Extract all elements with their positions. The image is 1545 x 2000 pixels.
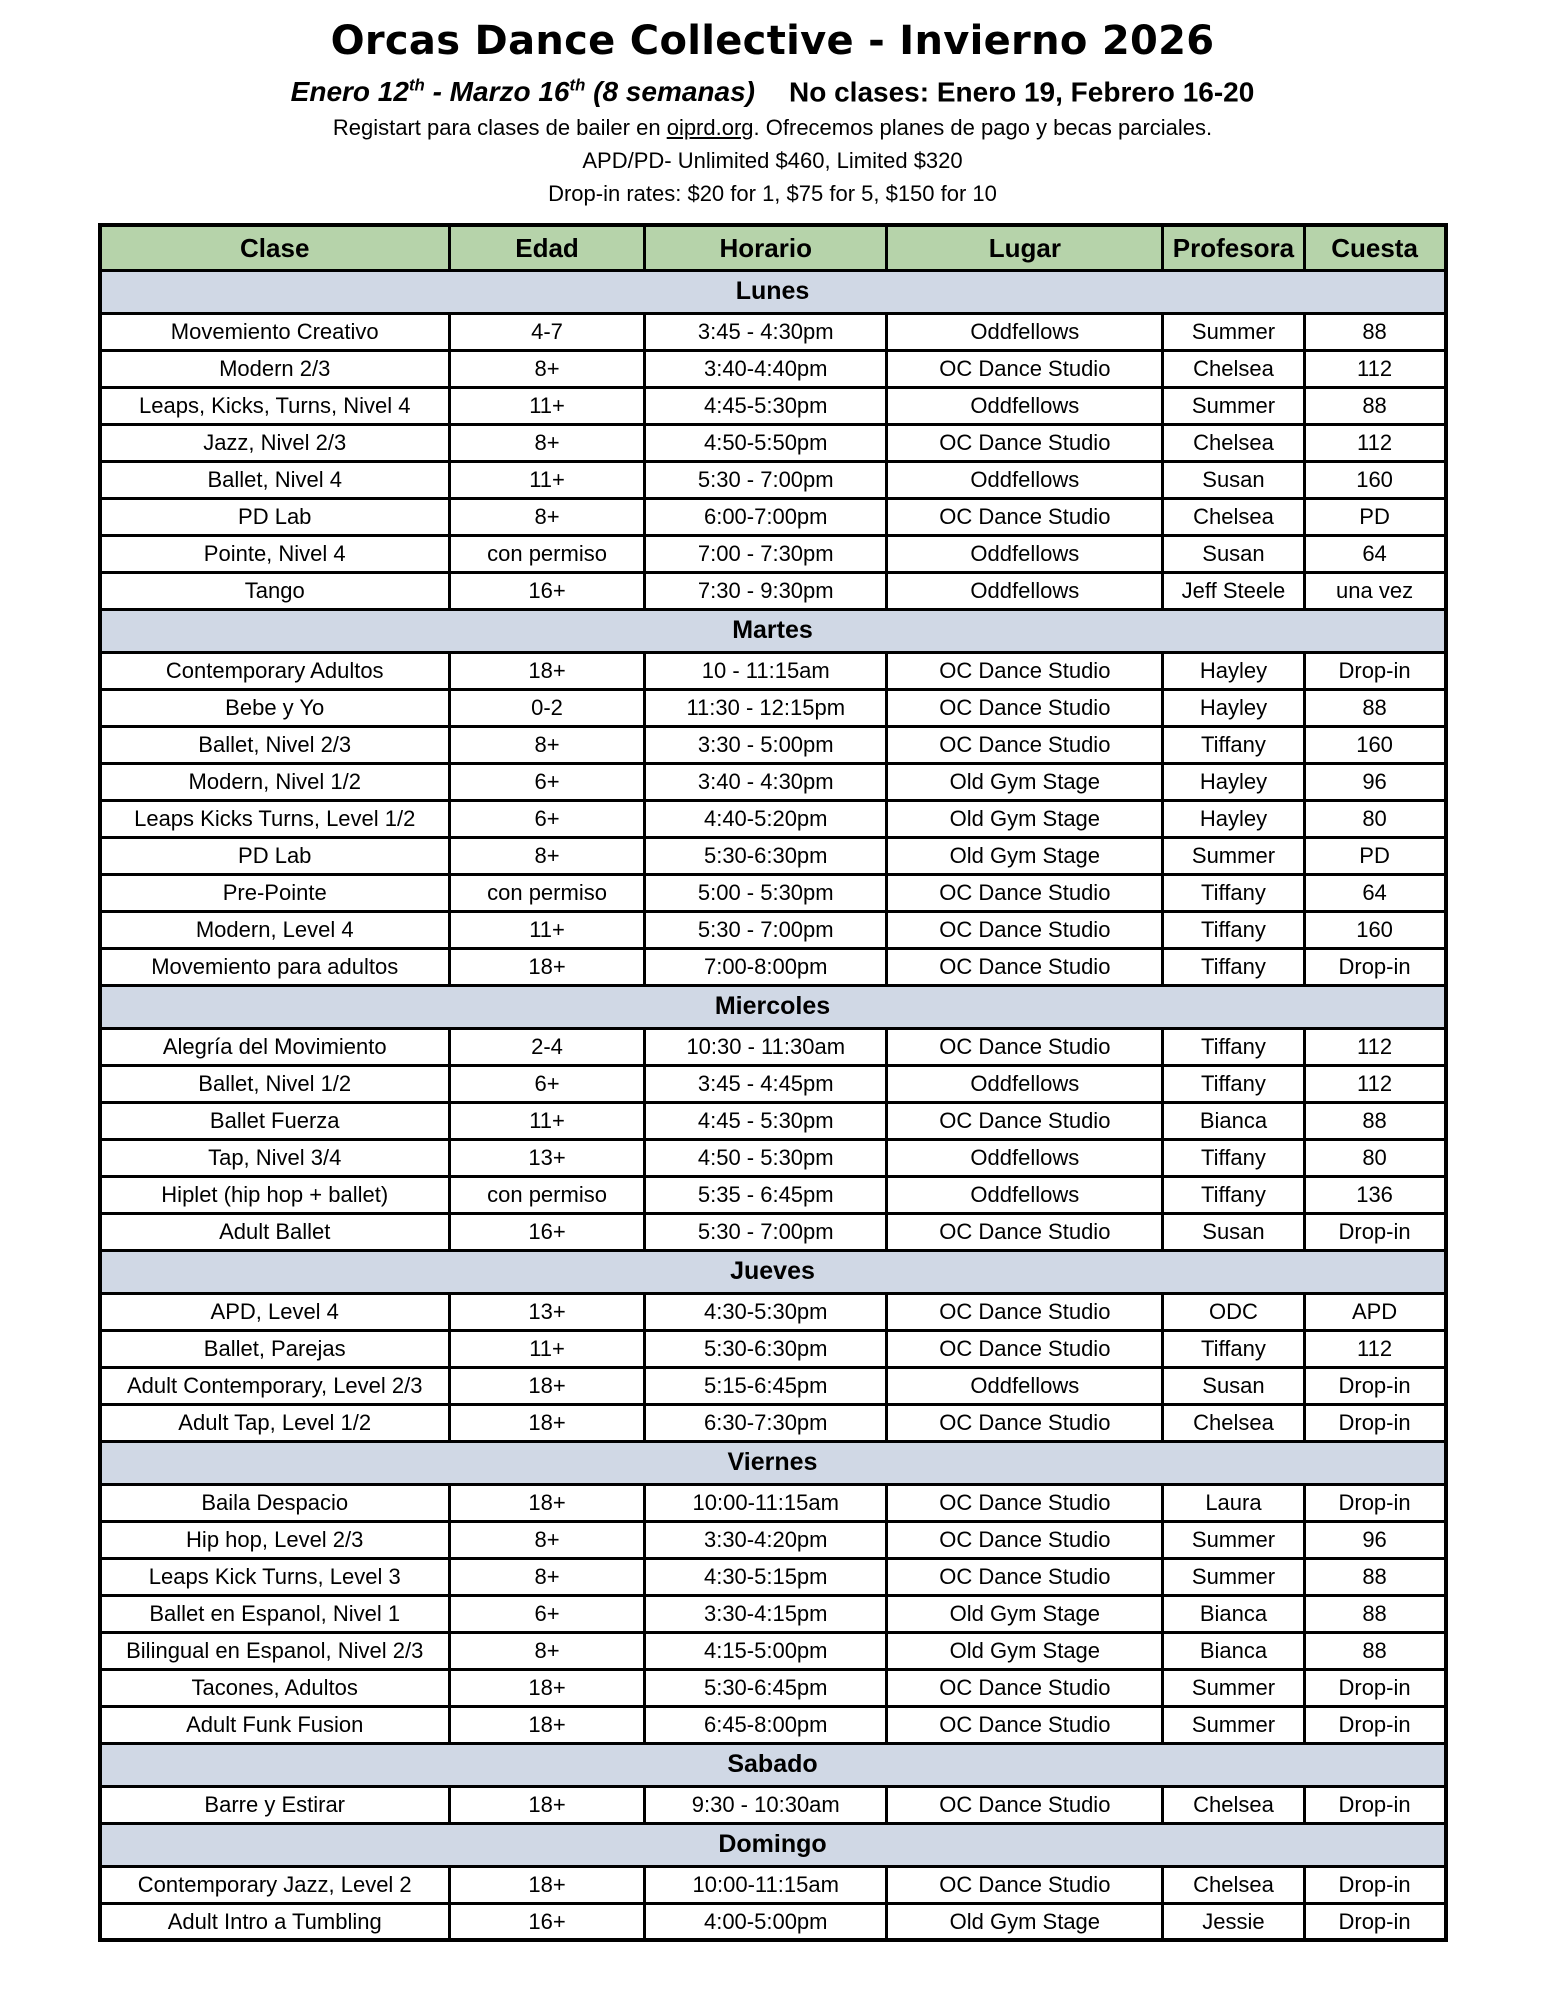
table-row bbox=[100, 1176, 1446, 1213]
day-header-martes: Martes bbox=[100, 609, 1446, 652]
cell-edad: 16+ bbox=[449, 1903, 644, 1940]
cell-profesora: Summer bbox=[1163, 837, 1304, 874]
registration-text-post: . Ofrecemos planes de pago y becas parciales. bbox=[753, 115, 1213, 141]
cell-clase: Tacones, Adultos bbox=[100, 1669, 450, 1706]
cell-horario: 4:30-5:15pm bbox=[645, 1558, 887, 1595]
column-header-horario: Horario bbox=[645, 225, 887, 270]
cell-horario: 4:50 - 5:30pm bbox=[645, 1139, 887, 1176]
cell-edad: 8+ bbox=[449, 498, 644, 535]
table-row bbox=[100, 572, 1446, 609]
cell-profesora: Tiffany bbox=[1163, 911, 1304, 948]
date-superscript-2: th bbox=[569, 76, 586, 95]
cell-cuesta: Drop-in bbox=[1304, 1484, 1445, 1521]
dropin-pricing-line: Drop-in rates: $20 for 1, $75 for 5, $150 for 10 bbox=[548, 181, 997, 207]
cell-horario: 5:30 - 7:00pm bbox=[645, 911, 887, 948]
cell-edad: 8+ bbox=[449, 726, 644, 763]
cell-edad: 16+ bbox=[449, 572, 644, 609]
cell-cuesta: 160 bbox=[1304, 726, 1445, 763]
cell-cuesta: 88 bbox=[1304, 387, 1445, 424]
registration-link[interactable]: oiprd.org bbox=[666, 115, 754, 141]
cell-clase: Tango bbox=[100, 572, 450, 609]
cell-clase: Ballet, Nivel 1/2 bbox=[100, 1065, 450, 1102]
day-header-lunes: Lunes bbox=[100, 270, 1446, 313]
table-row bbox=[100, 350, 1446, 387]
cell-lugar: OC Dance Studio bbox=[887, 1521, 1163, 1558]
cell-edad: 8+ bbox=[449, 424, 644, 461]
cell-horario: 3:40-4:40pm bbox=[645, 350, 887, 387]
cell-horario: 10:30 - 11:30am bbox=[645, 1028, 887, 1065]
cell-edad: 6+ bbox=[449, 1065, 644, 1102]
cell-profesora: Tiffany bbox=[1163, 1330, 1304, 1367]
cell-profesora: Chelsea bbox=[1163, 1866, 1304, 1903]
cell-edad: 18+ bbox=[449, 652, 644, 689]
cell-clase: Pointe, Nivel 4 bbox=[100, 535, 450, 572]
cell-lugar: Old Gym Stage bbox=[887, 1903, 1163, 1940]
cell-edad: 0-2 bbox=[449, 689, 644, 726]
column-header-lugar: Lugar bbox=[887, 225, 1163, 270]
cell-edad: 11+ bbox=[449, 461, 644, 498]
cell-horario: 3:45 - 4:30pm bbox=[645, 313, 887, 350]
registration-line bbox=[0, 115, 1545, 141]
cell-lugar: OC Dance Studio bbox=[887, 1558, 1163, 1595]
cell-cuesta: 96 bbox=[1304, 763, 1445, 800]
cell-horario: 6:45-8:00pm bbox=[645, 1706, 887, 1743]
cell-clase: Adult Ballet bbox=[100, 1213, 450, 1250]
cell-cuesta: Drop-in bbox=[1304, 1903, 1445, 1940]
cell-clase: Modern, Level 4 bbox=[100, 911, 450, 948]
cell-profesora: Laura bbox=[1163, 1484, 1304, 1521]
cell-cuesta: una vez bbox=[1304, 572, 1445, 609]
cell-clase: PD Lab bbox=[100, 837, 450, 874]
table-row bbox=[100, 1139, 1446, 1176]
cell-cuesta: Drop-in bbox=[1304, 1404, 1445, 1441]
cell-lugar: OC Dance Studio bbox=[887, 1213, 1163, 1250]
cell-profesora: Jessie bbox=[1163, 1903, 1304, 1940]
cell-cuesta: 88 bbox=[1304, 1595, 1445, 1632]
cell-lugar: OC Dance Studio bbox=[887, 726, 1163, 763]
cell-profesora: Summer bbox=[1163, 1706, 1304, 1743]
column-header-cuesta: Cuesta bbox=[1304, 225, 1445, 270]
day-row bbox=[100, 270, 1446, 313]
cell-cuesta: 88 bbox=[1304, 1632, 1445, 1669]
cell-clase: Adult Intro a Tumbling bbox=[100, 1903, 450, 1940]
cell-edad: 4-7 bbox=[449, 313, 644, 350]
cell-profesora: Bianca bbox=[1163, 1595, 1304, 1632]
cell-clase: Tap, Nivel 3/4 bbox=[100, 1139, 450, 1176]
cell-lugar: OC Dance Studio bbox=[887, 1028, 1163, 1065]
cell-clase: Ballet en Espanol, Nivel 1 bbox=[100, 1595, 450, 1632]
cell-horario: 4:00-5:00pm bbox=[645, 1903, 887, 1940]
cell-clase: Ballet, Nivel 4 bbox=[100, 461, 450, 498]
cell-cuesta: Drop-in bbox=[1304, 1669, 1445, 1706]
cell-horario: 6:30-7:30pm bbox=[645, 1404, 887, 1441]
cell-profesora: Chelsea bbox=[1163, 424, 1304, 461]
table-row bbox=[100, 800, 1446, 837]
cell-profesora: Summer bbox=[1163, 1521, 1304, 1558]
table-row bbox=[100, 1102, 1446, 1139]
cell-clase: Jazz, Nivel 2/3 bbox=[100, 424, 450, 461]
cell-lugar: OC Dance Studio bbox=[887, 948, 1163, 985]
cell-clase: Modern, Nivel 1/2 bbox=[100, 763, 450, 800]
cell-profesora: Tiffany bbox=[1163, 874, 1304, 911]
table-row bbox=[100, 652, 1446, 689]
cell-clase: Adult Funk Fusion bbox=[100, 1706, 450, 1743]
cell-profesora: Tiffany bbox=[1163, 948, 1304, 985]
cell-profesora: Summer bbox=[1163, 1558, 1304, 1595]
cell-edad: 6+ bbox=[449, 800, 644, 837]
cell-horario: 3:45 - 4:45pm bbox=[645, 1065, 887, 1102]
cell-clase: Adult Contemporary, Level 2/3 bbox=[100, 1367, 450, 1404]
date-range-part1: Enero 12 bbox=[290, 76, 409, 108]
cell-lugar: OC Dance Studio bbox=[887, 1484, 1163, 1521]
cell-lugar: Old Gym Stage bbox=[887, 763, 1163, 800]
cell-horario: 7:00 - 7:30pm bbox=[645, 535, 887, 572]
day-row bbox=[100, 985, 1446, 1028]
apd-pricing-line: APD/PD- Unlimited $460, Limited $320 bbox=[582, 148, 963, 174]
schedule-table bbox=[98, 223, 1448, 1942]
cell-edad: 8+ bbox=[449, 1521, 644, 1558]
cell-clase: Barre y Estirar bbox=[100, 1786, 450, 1823]
cell-profesora: Bianca bbox=[1163, 1102, 1304, 1139]
table-row bbox=[100, 837, 1446, 874]
table-row bbox=[100, 1706, 1446, 1743]
cell-edad: 11+ bbox=[449, 387, 644, 424]
cell-lugar: Old Gym Stage bbox=[887, 1595, 1163, 1632]
cell-lugar: OC Dance Studio bbox=[887, 1706, 1163, 1743]
cell-lugar: Oddfellows bbox=[887, 535, 1163, 572]
table-row bbox=[100, 1632, 1446, 1669]
cell-horario: 7:30 - 9:30pm bbox=[645, 572, 887, 609]
table-row bbox=[100, 689, 1446, 726]
table-row bbox=[100, 1866, 1446, 1903]
cell-clase: Movemiento Creativo bbox=[100, 313, 450, 350]
cell-edad: con permiso bbox=[449, 535, 644, 572]
cell-profesora: Tiffany bbox=[1163, 1176, 1304, 1213]
cell-lugar: Oddfellows bbox=[887, 313, 1163, 350]
cell-edad: 6+ bbox=[449, 1595, 644, 1632]
day-header-sabado: Sabado bbox=[100, 1743, 1446, 1786]
date-superscript-1: th bbox=[408, 76, 425, 95]
cell-lugar: OC Dance Studio bbox=[887, 1293, 1163, 1330]
column-header-edad: Edad bbox=[449, 225, 644, 270]
cell-lugar: Oddfellows bbox=[887, 1065, 1163, 1102]
cell-profesora: Susan bbox=[1163, 461, 1304, 498]
cell-horario: 4:40-5:20pm bbox=[645, 800, 887, 837]
cell-horario: 10 - 11:15am bbox=[645, 652, 887, 689]
day-row bbox=[100, 1823, 1446, 1866]
cell-horario: 5:30-6:45pm bbox=[645, 1669, 887, 1706]
table-row bbox=[100, 1595, 1446, 1632]
column-header-clase: Clase bbox=[100, 225, 450, 270]
cell-profesora: Hayley bbox=[1163, 652, 1304, 689]
cell-cuesta: 160 bbox=[1304, 911, 1445, 948]
cell-profesora: Hayley bbox=[1163, 763, 1304, 800]
cell-clase: Bilingual en Espanol, Nivel 2/3 bbox=[100, 1632, 450, 1669]
table-row bbox=[100, 1484, 1446, 1521]
cell-cuesta: 88 bbox=[1304, 689, 1445, 726]
day-row bbox=[100, 1441, 1446, 1484]
cell-horario: 5:30-6:30pm bbox=[645, 1330, 887, 1367]
cell-edad: 18+ bbox=[449, 1367, 644, 1404]
cell-horario: 5:30 - 7:00pm bbox=[645, 461, 887, 498]
cell-clase: Alegría del Movimiento bbox=[100, 1028, 450, 1065]
cell-lugar: Old Gym Stage bbox=[887, 837, 1163, 874]
cell-edad: 11+ bbox=[449, 1102, 644, 1139]
cell-cuesta: APD bbox=[1304, 1293, 1445, 1330]
cell-edad: 18+ bbox=[449, 1706, 644, 1743]
cell-edad: 13+ bbox=[449, 1293, 644, 1330]
cell-clase: Bebe y Yo bbox=[100, 689, 450, 726]
cell-clase: Contemporary Adultos bbox=[100, 652, 450, 689]
cell-profesora: Tiffany bbox=[1163, 1028, 1304, 1065]
cell-edad: 18+ bbox=[449, 948, 644, 985]
cell-horario: 10:00-11:15am bbox=[645, 1484, 887, 1521]
day-row bbox=[100, 609, 1446, 652]
cell-horario: 4:50-5:50pm bbox=[645, 424, 887, 461]
cell-profesora: Susan bbox=[1163, 535, 1304, 572]
cell-cuesta: Drop-in bbox=[1304, 1786, 1445, 1823]
cell-horario: 3:30-4:15pm bbox=[645, 1595, 887, 1632]
day-header-miercoles: Miercoles bbox=[100, 985, 1446, 1028]
date-range bbox=[291, 76, 755, 107]
cell-cuesta: Drop-in bbox=[1304, 1866, 1445, 1903]
cell-profesora: Chelsea bbox=[1163, 1404, 1304, 1441]
cell-lugar: Oddfellows bbox=[887, 461, 1163, 498]
cell-profesora: Susan bbox=[1163, 1213, 1304, 1250]
cell-profesora: Summer bbox=[1163, 1669, 1304, 1706]
cell-clase: Leaps, Kicks, Turns, Nivel 4 bbox=[100, 387, 450, 424]
cell-edad: 2-4 bbox=[449, 1028, 644, 1065]
cell-horario: 4:45 - 5:30pm bbox=[645, 1102, 887, 1139]
cell-horario: 6:00-7:00pm bbox=[645, 498, 887, 535]
cell-cuesta: 96 bbox=[1304, 1521, 1445, 1558]
cell-lugar: Oddfellows bbox=[887, 1139, 1163, 1176]
cell-edad: 6+ bbox=[449, 763, 644, 800]
cell-lugar: Oddfellows bbox=[887, 387, 1163, 424]
cell-horario: 4:30-5:30pm bbox=[645, 1293, 887, 1330]
cell-profesora: Tiffany bbox=[1163, 1065, 1304, 1102]
table-row bbox=[100, 1213, 1446, 1250]
cell-edad: con permiso bbox=[449, 874, 644, 911]
cell-lugar: OC Dance Studio bbox=[887, 911, 1163, 948]
cell-lugar: Old Gym Stage bbox=[887, 1632, 1163, 1669]
page-title: Orcas Dance Collective - Invierno 2026 bbox=[330, 18, 1215, 64]
cell-lugar: OC Dance Studio bbox=[887, 874, 1163, 911]
cell-edad: 8+ bbox=[449, 837, 644, 874]
cell-edad: 18+ bbox=[449, 1404, 644, 1441]
cell-edad: 11+ bbox=[449, 1330, 644, 1367]
registration-text-pre: Registart para clases de bailer en bbox=[332, 115, 667, 141]
cell-lugar: OC Dance Studio bbox=[887, 1669, 1163, 1706]
cell-edad: 18+ bbox=[449, 1786, 644, 1823]
cell-horario: 5:30 - 7:00pm bbox=[645, 1213, 887, 1250]
cell-cuesta: 112 bbox=[1304, 1065, 1445, 1102]
table-row bbox=[100, 1669, 1446, 1706]
cell-edad: 16+ bbox=[449, 1213, 644, 1250]
cell-edad: 8+ bbox=[449, 1632, 644, 1669]
cell-profesora: Chelsea bbox=[1163, 498, 1304, 535]
cell-horario: 3:30-4:20pm bbox=[645, 1521, 887, 1558]
cell-horario: 7:00-8:00pm bbox=[645, 948, 887, 985]
table-row bbox=[100, 1786, 1446, 1823]
cell-clase: Leaps Kick Turns, Level 3 bbox=[100, 1558, 450, 1595]
column-header-row bbox=[100, 225, 1446, 270]
cell-clase: Adult Tap, Level 1/2 bbox=[100, 1404, 450, 1441]
cell-horario: 3:30 - 5:00pm bbox=[645, 726, 887, 763]
day-header-domingo: Domingo bbox=[100, 1823, 1446, 1866]
cell-cuesta: 88 bbox=[1304, 1102, 1445, 1139]
cell-clase: APD, Level 4 bbox=[100, 1293, 450, 1330]
subtitle-line bbox=[0, 76, 1545, 108]
cell-cuesta: 136 bbox=[1304, 1176, 1445, 1213]
cell-horario: 9:30 - 10:30am bbox=[645, 1786, 887, 1823]
cell-lugar: OC Dance Studio bbox=[887, 1786, 1163, 1823]
cell-edad: 8+ bbox=[449, 1558, 644, 1595]
column-header-profesora: Profesora bbox=[1163, 225, 1304, 270]
cell-profesora: Summer bbox=[1163, 387, 1304, 424]
cell-clase: Leaps Kicks Turns, Level 1/2 bbox=[100, 800, 450, 837]
cell-horario: 5:15-6:45pm bbox=[645, 1367, 887, 1404]
cell-cuesta: Drop-in bbox=[1304, 1367, 1445, 1404]
cell-lugar: OC Dance Studio bbox=[887, 652, 1163, 689]
date-range-part3: (8 semanas) bbox=[585, 76, 755, 108]
cell-lugar: Oddfellows bbox=[887, 572, 1163, 609]
cell-edad: 13+ bbox=[449, 1139, 644, 1176]
cell-profesora: Tiffany bbox=[1163, 1139, 1304, 1176]
cell-cuesta: 112 bbox=[1304, 1330, 1445, 1367]
cell-cuesta: 112 bbox=[1304, 1028, 1445, 1065]
cell-cuesta: 88 bbox=[1304, 1558, 1445, 1595]
cell-profesora: Chelsea bbox=[1163, 350, 1304, 387]
cell-profesora: Chelsea bbox=[1163, 1786, 1304, 1823]
cell-profesora: Tiffany bbox=[1163, 726, 1304, 763]
cell-edad: 18+ bbox=[449, 1484, 644, 1521]
cell-cuesta: PD bbox=[1304, 837, 1445, 874]
table-row bbox=[100, 1521, 1446, 1558]
table-row bbox=[100, 1330, 1446, 1367]
cell-cuesta: 160 bbox=[1304, 461, 1445, 498]
table-row bbox=[100, 424, 1446, 461]
table-row bbox=[100, 1065, 1446, 1102]
cell-horario: 4:45-5:30pm bbox=[645, 387, 887, 424]
cell-clase: Ballet, Parejas bbox=[100, 1330, 450, 1367]
cell-profesora: Susan bbox=[1163, 1367, 1304, 1404]
cell-cuesta: 80 bbox=[1304, 800, 1445, 837]
cell-lugar: Oddfellows bbox=[887, 1367, 1163, 1404]
cell-horario: 11:30 - 12:15pm bbox=[645, 689, 887, 726]
table-row bbox=[100, 535, 1446, 572]
cell-cuesta: 88 bbox=[1304, 313, 1445, 350]
cell-horario: 3:40 - 4:30pm bbox=[645, 763, 887, 800]
cell-edad: 18+ bbox=[449, 1669, 644, 1706]
cell-edad: 8+ bbox=[449, 350, 644, 387]
cell-edad: con permiso bbox=[449, 1176, 644, 1213]
cell-clase: Hip hop, Level 2/3 bbox=[100, 1521, 450, 1558]
cell-clase: Ballet, Nivel 2/3 bbox=[100, 726, 450, 763]
table-row bbox=[100, 1028, 1446, 1065]
table-row bbox=[100, 1367, 1446, 1404]
table-row bbox=[100, 498, 1446, 535]
cell-lugar: OC Dance Studio bbox=[887, 350, 1163, 387]
cell-cuesta: 80 bbox=[1304, 1139, 1445, 1176]
cell-cuesta: Drop-in bbox=[1304, 652, 1445, 689]
cell-horario: 5:35 - 6:45pm bbox=[645, 1176, 887, 1213]
day-row bbox=[100, 1250, 1446, 1293]
table-row bbox=[100, 948, 1446, 985]
cell-lugar: Old Gym Stage bbox=[887, 800, 1163, 837]
table-row bbox=[100, 911, 1446, 948]
table-row bbox=[100, 1293, 1446, 1330]
date-range-part2: - Marzo 16 bbox=[424, 76, 570, 108]
cell-cuesta: Drop-in bbox=[1304, 948, 1445, 985]
cell-horario: 10:00-11:15am bbox=[645, 1866, 887, 1903]
cell-clase: Pre-Pointe bbox=[100, 874, 450, 911]
cell-lugar: OC Dance Studio bbox=[887, 1102, 1163, 1139]
cell-horario: 4:15-5:00pm bbox=[645, 1632, 887, 1669]
cell-lugar: OC Dance Studio bbox=[887, 1866, 1163, 1903]
cell-lugar: OC Dance Studio bbox=[887, 1404, 1163, 1441]
cell-profesora: ODC bbox=[1163, 1293, 1304, 1330]
table-row bbox=[100, 313, 1446, 350]
cell-cuesta: 64 bbox=[1304, 874, 1445, 911]
cell-lugar: OC Dance Studio bbox=[887, 689, 1163, 726]
table-row bbox=[100, 1558, 1446, 1595]
cell-cuesta: Drop-in bbox=[1304, 1706, 1445, 1743]
table-row bbox=[100, 763, 1446, 800]
cell-lugar: OC Dance Studio bbox=[887, 424, 1163, 461]
cell-clase: Movemiento para adultos bbox=[100, 948, 450, 985]
day-header-viernes: Viernes bbox=[100, 1441, 1446, 1484]
cell-horario: 5:30-6:30pm bbox=[645, 837, 887, 874]
schedule-table-body bbox=[100, 270, 1446, 1940]
cell-edad: 11+ bbox=[449, 911, 644, 948]
cell-cuesta: 64 bbox=[1304, 535, 1445, 572]
cell-cuesta: PD bbox=[1304, 498, 1445, 535]
table-row bbox=[100, 1404, 1446, 1441]
cell-profesora: Hayley bbox=[1163, 689, 1304, 726]
cell-horario: 5:00 - 5:30pm bbox=[645, 874, 887, 911]
cell-clase: Ballet Fuerza bbox=[100, 1102, 450, 1139]
table-row bbox=[100, 726, 1446, 763]
day-header-jueves: Jueves bbox=[100, 1250, 1446, 1293]
table-row bbox=[100, 461, 1446, 498]
cell-cuesta: 112 bbox=[1304, 350, 1445, 387]
cell-clase: PD Lab bbox=[100, 498, 450, 535]
table-row bbox=[100, 1903, 1446, 1940]
cell-cuesta: 112 bbox=[1304, 424, 1445, 461]
cell-clase: Hiplet (hip hop + ballet) bbox=[100, 1176, 450, 1213]
cell-profesora: Summer bbox=[1163, 313, 1304, 350]
cell-profesora: Hayley bbox=[1163, 800, 1304, 837]
day-row bbox=[100, 1743, 1446, 1786]
cell-clase: Baila Despacio bbox=[100, 1484, 450, 1521]
cell-profesora: Bianca bbox=[1163, 1632, 1304, 1669]
cell-lugar: Oddfellows bbox=[887, 1176, 1163, 1213]
table-row bbox=[100, 874, 1446, 911]
cell-cuesta: Drop-in bbox=[1304, 1213, 1445, 1250]
table-row bbox=[100, 387, 1446, 424]
cell-profesora: Jeff Steele bbox=[1163, 572, 1304, 609]
cell-edad: 18+ bbox=[449, 1866, 644, 1903]
cell-lugar: OC Dance Studio bbox=[887, 1330, 1163, 1367]
no-classes-note: No clases: Enero 19, Febrero 16-20 bbox=[788, 76, 1255, 108]
cell-clase: Modern 2/3 bbox=[100, 350, 450, 387]
cell-lugar: OC Dance Studio bbox=[887, 498, 1163, 535]
cell-clase: Contemporary Jazz, Level 2 bbox=[100, 1866, 450, 1903]
